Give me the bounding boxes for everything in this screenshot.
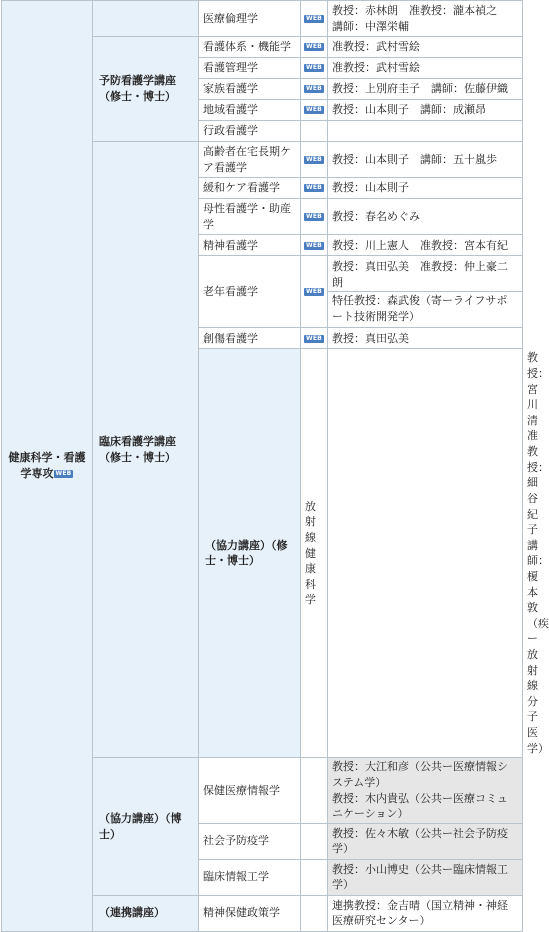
course-label: 予防看護学講座（修士・博士） xyxy=(99,74,176,103)
web-badge[interactable]: WEB xyxy=(306,155,322,163)
web-badge[interactable]: WEB xyxy=(306,14,322,22)
staff-line: 教授：赤林朗 准教授：瀧本禎之 xyxy=(332,3,497,17)
staff-line: 教授：佐々木敏（公共ー社会予防疫学） xyxy=(332,826,508,856)
web-badge[interactable]: WEB xyxy=(306,288,322,296)
course-cell-renkei xyxy=(93,895,199,931)
web-badge[interactable]: WEB xyxy=(306,64,322,72)
course-cell-top xyxy=(93,1,199,37)
staff-line: 教授：真田弘美 xyxy=(332,331,409,345)
web-badge[interactable]: WEB xyxy=(306,184,322,192)
subject-label: 精神保健政策学 xyxy=(203,906,280,920)
web-badge[interactable]: WEB xyxy=(306,334,322,342)
course-cell-preventive xyxy=(93,37,199,142)
web-badge[interactable]: WEB xyxy=(306,106,322,114)
subject-label: 家族看護学 xyxy=(203,82,258,96)
staff-line: 特任教授：森武俊（寄ーライフサポート技術開発学） xyxy=(328,291,522,324)
subject-cell xyxy=(199,1,301,37)
course-cell-coop2 xyxy=(93,758,199,895)
course-cell-clinical xyxy=(93,142,199,758)
web-badge[interactable]: WEB xyxy=(306,213,322,221)
subject-label: 母性看護学・助産学 xyxy=(203,202,291,231)
subject-label: 看護管理学 xyxy=(203,61,258,75)
staff-line: 教授：小山博史（公共ー臨床情報工学） xyxy=(332,862,508,892)
subject-label: 創傷看護学 xyxy=(203,331,258,345)
staff-line: 教授：真田弘美 准教授：仲上豪二朗 xyxy=(332,260,508,289)
web-badge[interactable]: WEB xyxy=(306,43,322,51)
subject-label: 老年看護学 xyxy=(203,285,258,299)
subject-label: 医療倫理学 xyxy=(203,11,258,25)
staff-line: 講師：中澤栄輔 xyxy=(332,19,409,33)
staff-line: 准教授：武村雪絵 xyxy=(332,61,420,75)
table-row xyxy=(2,1,523,37)
course-label: 臨床看護学講座（修士・博士） xyxy=(99,435,176,464)
table-row: （協力講座）（修士・博士） 放射線健康科学 教授：宮川清 准教授：細谷紀子 講師：榎本敦 （疾ー放射線分子医学） xyxy=(2,349,523,758)
major-label: 健康科学・看護学専攻 xyxy=(8,451,86,480)
course-cell-coop1 xyxy=(199,349,301,758)
subject-label: 保健医療情報学 xyxy=(203,783,280,797)
course-label: （協力講座）（博士） xyxy=(99,811,182,841)
subject-label: 放射線健康科学 xyxy=(305,499,316,607)
staff-cell xyxy=(328,1,523,37)
curriculum-table xyxy=(1,0,549,932)
subject-label: 地域看護学 xyxy=(203,103,258,117)
subject-label: 緩和ケア看護学 xyxy=(203,181,280,195)
major-cell xyxy=(2,1,93,932)
staff-line: 教授：上別府圭子 講師：佐藤伊織 xyxy=(332,82,508,96)
staff-line: 教授：春名めぐみ xyxy=(332,210,420,224)
subject-label: 精神看護学 xyxy=(203,238,258,252)
staff-line: 准教授：武村雪絵 xyxy=(332,40,420,54)
web-badge[interactable]: WEB xyxy=(55,469,72,477)
staff-line: 教授：山本則子 講師：成瀬昂 xyxy=(332,103,486,117)
course-label: （連携講座） xyxy=(99,906,165,920)
staff-line: 教授：大江和彦（公共ー医療情報システム学） xyxy=(332,760,508,789)
subject-label: 臨床情報工学 xyxy=(203,870,269,884)
subject-label: 看護体系・機能学 xyxy=(203,40,291,54)
subject-label: 社会予防疫学 xyxy=(203,834,269,848)
subject-label: 行政看護学 xyxy=(203,124,258,138)
web-badge[interactable]: WEB xyxy=(306,85,322,93)
web-badge[interactable]: WEB xyxy=(306,241,322,249)
staff-line: 教授：木内貴弘（公共ー医療コミュニケーション） xyxy=(332,791,508,821)
course-label: （協力講座）（修士・博士） xyxy=(205,538,288,568)
staff-line: 教授：川上憲人 准教授：宮本有紀 xyxy=(332,238,508,252)
staff-line: 連携教授：金吉晴（国立精神・神経医療研究センター） xyxy=(332,898,508,928)
staff-line: 教授：山本則子 xyxy=(332,181,409,195)
subject-label: 高齢者在宅長期ケア看護学 xyxy=(203,145,291,174)
staff-line: 教授：山本則子 講師：五十嵐歩 xyxy=(332,152,497,166)
